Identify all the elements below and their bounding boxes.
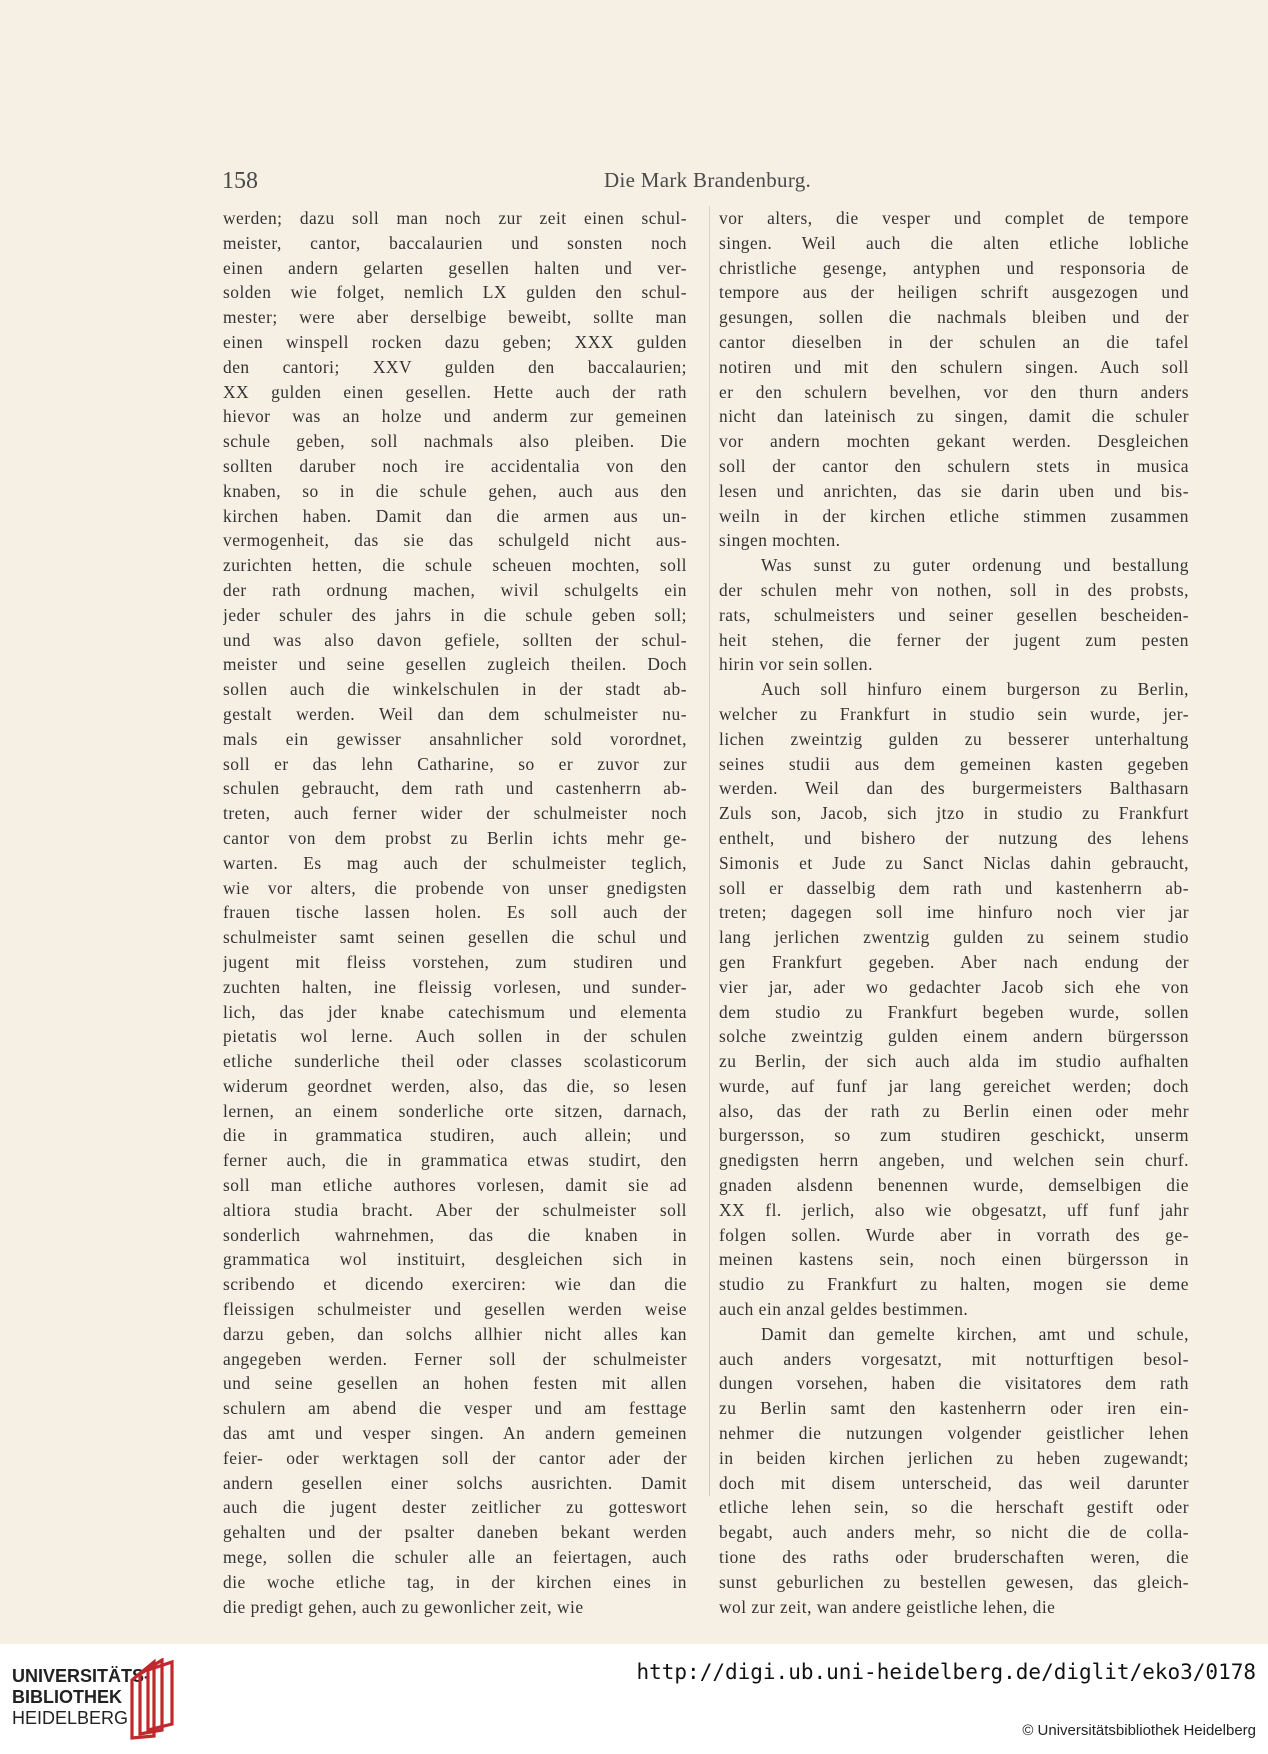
text-line: Was sunst zu guter ordenung und bestallung bbox=[761, 555, 1189, 576]
text-line: und was also davon gefiele, sollten der schul- bbox=[223, 629, 687, 650]
running-title: Die Mark Brandenburg. bbox=[604, 168, 812, 192]
text-line: feier- oder werktagen soll der cantor ader der bbox=[223, 1447, 687, 1468]
text-line: zurichten hetten, die schule scheuen mochten, soll bbox=[223, 555, 687, 576]
text-line: angegeben werden. Ferner soll der schulmeister bbox=[223, 1348, 687, 1369]
text-line: mester; were aber derselbige beweibt, sollte man bbox=[223, 307, 687, 328]
text-line: fleissigen schulmeister und gesellen werden weise bbox=[223, 1299, 687, 1320]
text-line: vermogenheit, das sie das schulgeld nicht aus- bbox=[223, 530, 687, 551]
text-line: auch ein anzal geldes bestimmen. bbox=[719, 1299, 969, 1320]
text-line: sunst geburlichen zu bestellen gewesen, das gleich- bbox=[719, 1571, 1189, 1592]
text-line: andern gesellen einer solchs ausrichten. Damit bbox=[223, 1472, 687, 1493]
text-line: darzu geben, dan solchs allhier nicht alles kan bbox=[223, 1323, 687, 1344]
text-line: gestalt werden. Weil dan dem schulmeister nu- bbox=[223, 703, 687, 724]
text-line: seines studii aus dem gemeinen kasten gegeben bbox=[719, 753, 1189, 774]
text-line: notiren und mit den schulern singen. Auch soll bbox=[719, 356, 1189, 377]
text-line: zuchten halten, ine fleissig vorlesen, und sunder- bbox=[223, 976, 687, 997]
text-line: meister und seine gesellen zugleich theilen. Doch bbox=[223, 654, 687, 675]
text-line: schule geben, soll nachmals also pleiben. Die bbox=[223, 431, 687, 452]
text-line: weiln in der kirchen etliche stimmen zusammen bbox=[719, 505, 1189, 526]
text-line: gesungen, sollen die nachmals bleiben und der bbox=[719, 307, 1189, 328]
text-line: welcher zu Frankfurt in studio sein wurde, jer- bbox=[719, 703, 1189, 724]
text-line: auch die jugent dester zeitlicher zu gotteswort bbox=[223, 1497, 687, 1518]
text-line: schulen gebraucht, dem rath und castenherrn ab- bbox=[223, 778, 687, 799]
text-line: Damit dan gemelte kirchen, amt und schule, bbox=[761, 1323, 1189, 1344]
text-line: meinen kastens sein, noch einen bürgersson in bbox=[719, 1249, 1189, 1270]
text-line: auch anders vorgesatzt, mit notturftigen besol- bbox=[719, 1348, 1189, 1369]
text-line: er den schulern bevelhen, vor den thurn anders bbox=[719, 381, 1189, 402]
text-line: christliche gesenge, antyphen und responsoria de bbox=[719, 257, 1189, 278]
text-line: etliche lehen sein, so die herschaft gestift oder bbox=[719, 1497, 1189, 1518]
text-line: folgen sollen. Wurde aber in vorrath des ge- bbox=[719, 1224, 1189, 1245]
text-line: hievor was an holze und anderm zur gemeinen bbox=[223, 406, 687, 427]
page-number: 158 bbox=[222, 168, 258, 194]
text-line: scribendo et dicendo exerciren: wie dan die bbox=[223, 1274, 687, 1295]
text-line: dungen vorsehen, haben die visitatores dem rath bbox=[719, 1373, 1189, 1394]
text-line: nicht dan lateinisch zu singen, damit die schuler bbox=[719, 406, 1189, 427]
text-line: knaben, so in die schule gehen, auch aus den bbox=[223, 480, 687, 501]
text-line: widerum geordnet werden, also, das die, so lesen bbox=[223, 1075, 687, 1096]
text-line: treten; dagegen soll ime hinfuro noch vier jar bbox=[719, 902, 1189, 923]
text-line: rats, schulmeisters und seiner gesellen bescheiden- bbox=[719, 604, 1189, 625]
text-line: Auch soll hinfuro einem burgerson zu Berlin, bbox=[761, 679, 1189, 700]
text-line: burgersson, so zum studiren geschickt, unserm bbox=[719, 1125, 1189, 1146]
text-line: die in grammatica studiren, auch allein; und bbox=[223, 1125, 687, 1146]
text-line: tione des raths oder bruderschaften weren, die bbox=[719, 1547, 1189, 1568]
text-line: singen mochten. bbox=[719, 530, 841, 551]
text-line: XX fl. jerlich, also wie obgesatzt, uff funf jahr bbox=[719, 1199, 1189, 1220]
text-line: die predigt gehen, auch zu gewonlicher zeit, wie bbox=[223, 1596, 584, 1617]
text-line: das amt und vesper singen. An andern gemeinen bbox=[223, 1423, 687, 1444]
text-line: lichen zweintzig gulden zu besserer unterhaltung bbox=[719, 728, 1189, 749]
source-url-link[interactable]: http://digi.ub.uni-heidelberg.de/diglit/eko3/0178 bbox=[636, 1660, 1256, 1684]
text-line: werden. Weil dan des burgermeisters Balthasarn bbox=[719, 778, 1189, 799]
text-line: soll der cantor den schulern stets in musica bbox=[719, 455, 1189, 476]
text-line: singen. Weil auch die alten etliche lobliche bbox=[719, 232, 1189, 253]
text-line: sonderlich wahrnehmen, das die knaben in bbox=[223, 1224, 687, 1245]
text-line: gen Frankfurt gegeben. Aber nach endung der bbox=[719, 951, 1189, 972]
text-line: begabt, auch anders mehr, so nicht die de colla- bbox=[719, 1522, 1189, 1543]
text-line: meister, cantor, baccalaurien und sonsten noch bbox=[223, 232, 687, 253]
text-line: schulern am abend die vesper und am festtage bbox=[223, 1398, 687, 1419]
text-line: vor alters, die vesper und complet de tempore bbox=[719, 208, 1189, 228]
text-line: lich, das jder knabe catechismum und elementa bbox=[223, 1001, 687, 1022]
column-divider bbox=[709, 206, 710, 1496]
text-line: grammatica wol instituirt, desgleichen sich in bbox=[223, 1249, 687, 1270]
text-line: sollten daruber noch ire accidentalia von den bbox=[223, 455, 687, 476]
text-line: also, das der rath zu Berlin einen oder mehr bbox=[719, 1100, 1189, 1121]
text-line: sollen auch die winkelschulen in der stadt ab- bbox=[223, 679, 687, 700]
text-line: einen andern gelarten gesellen halten und ver- bbox=[223, 257, 687, 278]
text-line: lernen, an einem sonderliche orte sitzen, darnach, bbox=[223, 1100, 687, 1121]
copyright-notice: © Universitätsbibliothek Heidelberg bbox=[1022, 1722, 1256, 1739]
text-line: soll er das lehn Catharine, so er zuvor zur bbox=[223, 753, 687, 774]
text-line: der rath ordnung machen, wivil schulgelts ein bbox=[223, 579, 687, 600]
text-line: mege, sollen die schuler alle an feiertagen, auch bbox=[223, 1547, 687, 1568]
text-line: gnaden alsdenn benennen wurde, demselbigen die bbox=[719, 1175, 1189, 1196]
text-line: Simonis et Jude zu Sanct Niclas dahin gebraucht, bbox=[719, 852, 1189, 873]
text-line: lesen und anrichten, das sie darin uben und bis- bbox=[719, 480, 1189, 501]
text-line: nehmer die nutzungen volgender geistlicher lehen bbox=[719, 1423, 1189, 1444]
text-line: hirin vor sein sollen. bbox=[719, 654, 873, 675]
text-line: und seine gesellen an hohen festen mit allen bbox=[223, 1373, 687, 1394]
text-line: ferner auch, die in grammatica etwas studirt, den bbox=[223, 1150, 687, 1171]
text-line: etliche sunderliche theil oder classes scolasticorum bbox=[223, 1051, 687, 1072]
text-line: zu Berlin samt den kastenherrn oder iren ein- bbox=[719, 1398, 1189, 1419]
text-line: kirchen haben. Damit dan die armen aus un- bbox=[223, 505, 687, 526]
text-line: den cantori; XXV gulden den baccalaurien; bbox=[223, 356, 687, 377]
text-line: dem studio zu Frankfurt begeben wurde, sollen bbox=[719, 1001, 1189, 1022]
logo-line-3: HEIDELBERG bbox=[12, 1708, 129, 1728]
text-line: XX gulden einen gesellen. Hette auch der rath bbox=[223, 381, 687, 402]
text-line: jeder schuler des jahrs in die schule geben soll; bbox=[223, 604, 687, 625]
text-line: soll er dasselbig dem rath und kastenherrn ab- bbox=[719, 877, 1189, 898]
logo-line-2: BIBLIOTHEK bbox=[12, 1687, 122, 1707]
right-text-column bbox=[719, 206, 1189, 1619]
text-line: tempore aus der heiligen schrift ausgezogen und bbox=[719, 282, 1189, 303]
text-line: vier jar, ader wo gedachter Jacob sich ehe von bbox=[719, 976, 1189, 997]
text-line: enthelt, und bishero der nutzung des lehens bbox=[719, 827, 1189, 848]
text-line: lang jerlichen zwentzig gulden zu seinem studio bbox=[719, 927, 1189, 948]
text-line: Zuls son, Jacob, sich jtzo in studio zu Frankfurt bbox=[719, 803, 1189, 824]
left-text-column bbox=[223, 206, 687, 1619]
text-line: cantor dieselben in der schulen an die tafel bbox=[719, 331, 1189, 352]
text-line: wol zur zeit, wan andere geistliche lehen, die bbox=[719, 1596, 1056, 1617]
text-line: solche zweintzig gulden einem andern bürgersson bbox=[719, 1026, 1189, 1047]
logo-line-1: UNIVERSITÄTS- bbox=[12, 1666, 151, 1686]
text-line: treten, auch ferner wider der schulmeister noch bbox=[223, 803, 687, 824]
text-line: jugent mit fleiss vorstehen, zum studiren und bbox=[223, 951, 687, 972]
text-line: mals ein gewisser ansahnlicher sold vorordnet, bbox=[223, 728, 687, 749]
text-line: wurde, auf funf jar lang gereichet werden; doch bbox=[719, 1075, 1189, 1096]
text-line: wie vor alters, die probende von unser gnedigsten bbox=[223, 877, 687, 898]
text-line: schulmeister samt seinen gesellen die schul und bbox=[223, 927, 687, 948]
library-logo-icon bbox=[128, 1658, 178, 1742]
text-line: vor andern mochten gekant werden. Desgleichen bbox=[719, 431, 1189, 452]
text-line: frauen tische lassen holen. Es soll auch der bbox=[223, 902, 687, 923]
text-line: solden wie folget, nemlich LX gulden den schul- bbox=[223, 282, 687, 303]
text-line: zu Berlin, der sich auch alda im studio aufhalten bbox=[719, 1051, 1189, 1072]
text-line: soll man etliche authores vorlesen, damit sie ad bbox=[223, 1175, 687, 1196]
text-line: studio zu Frankfurt zu halten, mogen sie deme bbox=[719, 1274, 1189, 1295]
page-header bbox=[222, 168, 822, 194]
text-line: heit stehen, die ferner der jugent zum pesten bbox=[719, 629, 1189, 650]
text-line: warten. Es mag auch der schulmeister teglich, bbox=[223, 852, 687, 873]
text-line: werden; dazu soll man noch zur zeit einen schul- bbox=[223, 208, 687, 228]
text-line: gehalten und der psalter daneben bekant werden bbox=[223, 1522, 687, 1543]
text-line: gnedigsten herrn angeben, und welchen sein churf. bbox=[719, 1150, 1189, 1171]
text-line: pietatis wol lerne. Auch sollen in der schulen bbox=[223, 1026, 687, 1047]
text-line: doch mit disem unterscheid, das weil darunter bbox=[719, 1472, 1189, 1493]
text-line: altiora studia bracht. Aber der schulmeister soll bbox=[223, 1199, 687, 1220]
text-line: der schulen mehr von nothen, soll in des probsts, bbox=[719, 579, 1189, 600]
text-line: in beiden kirchen jerlichen zu heben zugewandt; bbox=[719, 1447, 1189, 1468]
text-line: die woche etliche tag, in der kirchen eines in bbox=[223, 1571, 687, 1592]
text-line: cantor von dem probst zu Berlin ichts mehr ge- bbox=[223, 827, 687, 848]
library-footer bbox=[0, 1644, 1268, 1754]
text-line: einen winspell rocken dazu geben; XXX gulden bbox=[223, 331, 687, 352]
